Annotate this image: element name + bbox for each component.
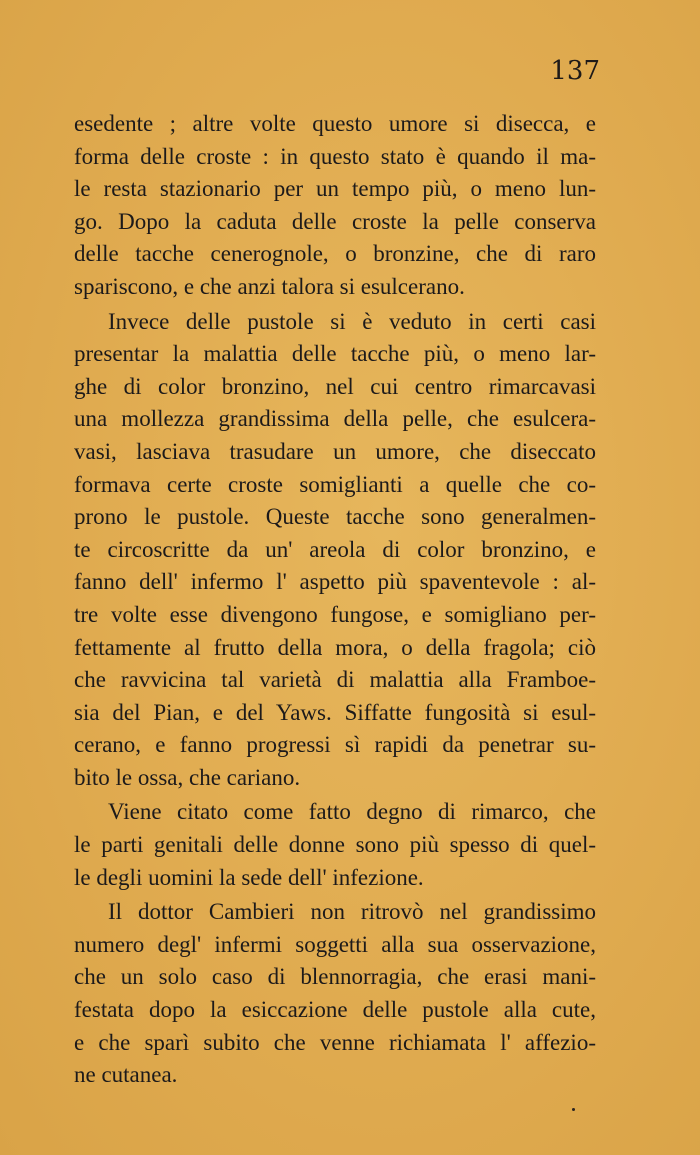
ink-speck	[572, 1108, 575, 1111]
text-line: delle tacche cenerognole, o bronzine, che di raro	[74, 241, 596, 267]
paragraph-4	[74, 896, 596, 1092]
text-line: presentar la malattia delle tacche più, o meno lar-	[74, 341, 596, 367]
paragraph-2	[74, 306, 596, 795]
text-line: tre volte esse divengono fungose, e somigliano per-	[74, 601, 596, 627]
text-line: ghe di color bronzino, nel cui centro rimarcavasi	[74, 373, 596, 399]
text-line: numero degl' infermi soggetti alla sua osservazione,	[74, 931, 596, 957]
text-line: vasi, lasciava trasudare un umore, che diseccato	[74, 438, 596, 464]
text-line: che un solo caso di blennorragia, che erasi mani-	[74, 964, 596, 990]
body-text	[74, 108, 596, 1092]
text-line: cerano, e fanno progressi sì rapidi da penetrar su-	[74, 732, 596, 758]
text-line: ne cutanea.	[74, 1062, 178, 1088]
page-number: 137	[550, 56, 600, 86]
text-line: go. Dopo la caduta delle croste la pelle conserva	[74, 208, 596, 234]
text-line: festata dopo la esiccazione delle pustole alla cute,	[74, 997, 596, 1023]
text-line: una mollezza grandissima della pelle, che esulcera-	[74, 406, 596, 432]
text-line: sia del Pian, e del Yaws. Siffatte fungosità si esul-	[74, 699, 596, 725]
text-line: formava certe croste somiglianti a quelle che co-	[74, 471, 596, 497]
text-line: Il dottor Cambieri non ritrovò nel grandissimo	[108, 899, 596, 925]
text-line: spariscono, e che anzi talora si esulcerano.	[74, 273, 465, 299]
text-line: prono le pustole. Queste tacche sono generalmen-	[74, 504, 596, 530]
text-line: bito le ossa, che cariano.	[74, 764, 301, 790]
text-line: Viene citato come fatto degno di rimarco, che	[108, 799, 596, 825]
text-line: forma delle croste : in questo stato è quando il ma-	[74, 143, 596, 169]
text-line: esedente ; altre volte questo umore si disecca, e	[74, 111, 596, 136]
text-line: e che sparì subito che venne richiamata l' affezio-	[74, 1029, 596, 1055]
text-line: Invece delle pustole si è veduto in certi casi	[108, 308, 596, 334]
text-line: che ravvicina tal varietà di malattia alla Framboe-	[74, 667, 596, 693]
text-line: le parti genitali delle donne sono più spesso di quel-	[74, 832, 596, 858]
text-line: fettamente al frutto della mora, o della fragola; ciò	[74, 634, 596, 660]
text-line: te circoscritte da un' areola di color bronzino, e	[74, 536, 596, 562]
paragraph-3	[74, 796, 596, 894]
paragraph-1	[74, 108, 596, 304]
text-line: le resta stazionario per un tempo più, o meno lun-	[74, 176, 596, 202]
text-line: le degli uomini la sede dell' infezione.	[74, 864, 424, 890]
text-line: fanno dell' infermo l' aspetto più spaventevole : al-	[74, 569, 596, 595]
